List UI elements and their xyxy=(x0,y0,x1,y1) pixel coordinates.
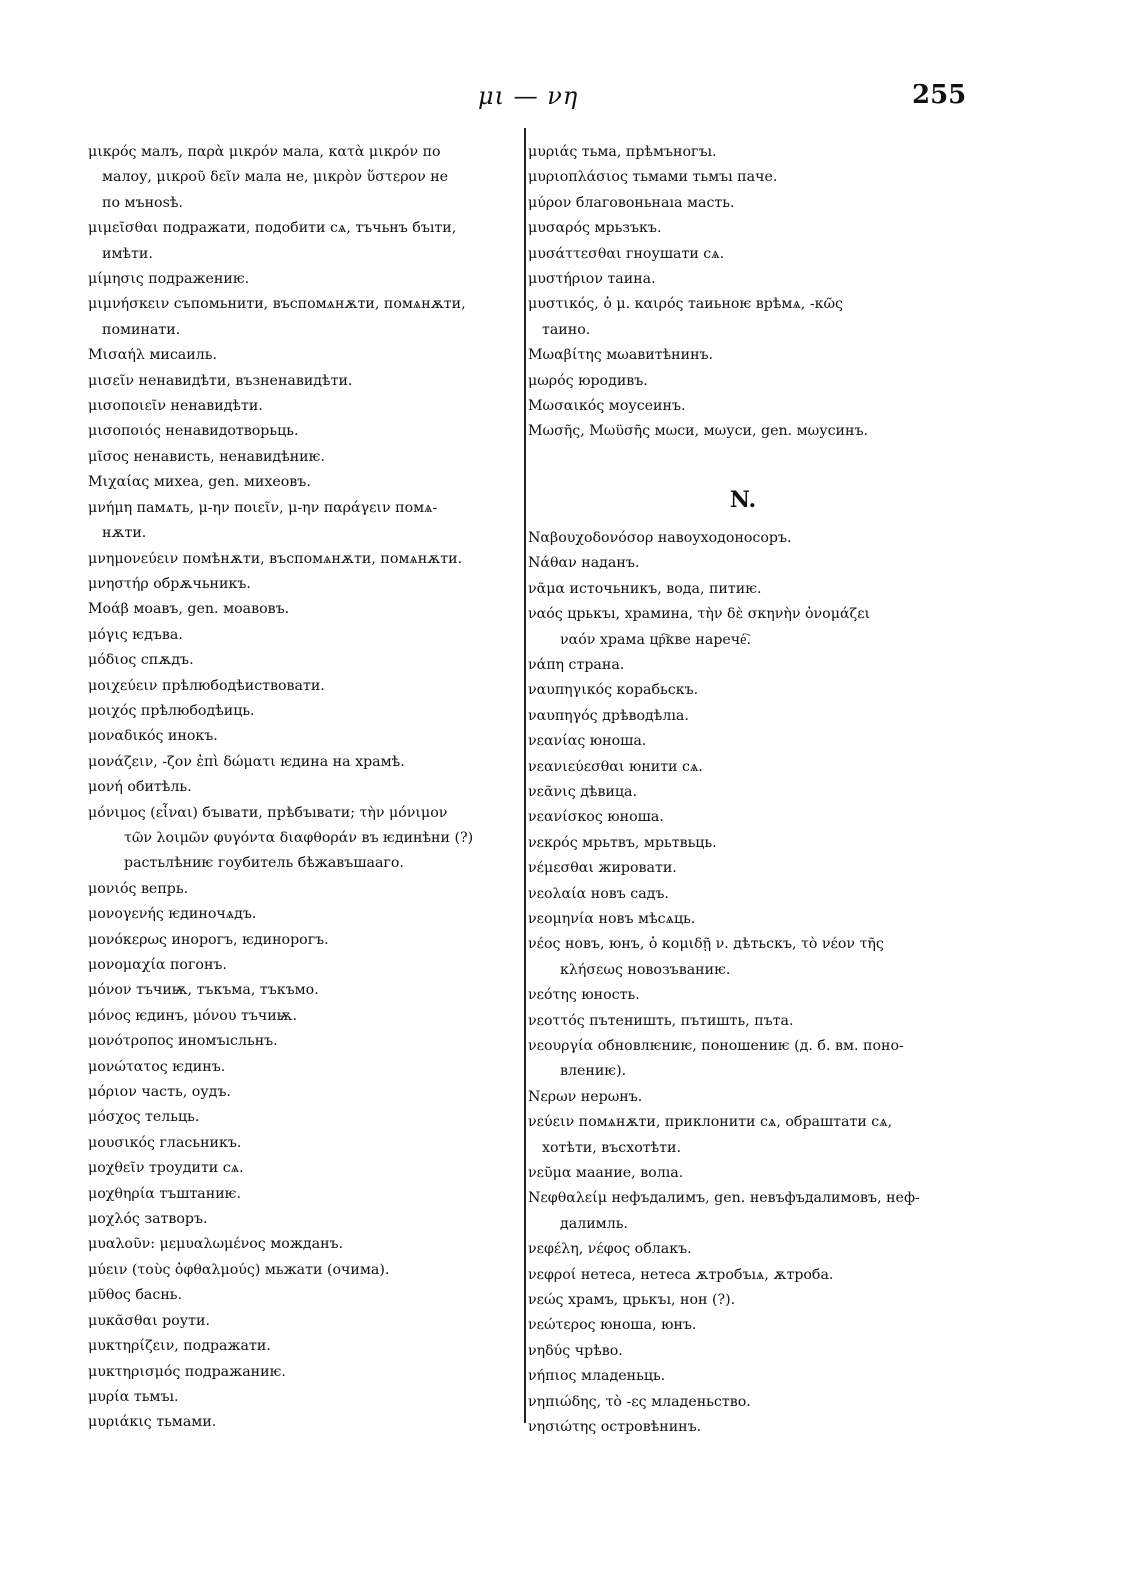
entry-line: μυριάκις тьмами. xyxy=(88,1414,217,1431)
entry-line: νεκρός мрьтвъ, мрьтвьць. xyxy=(528,834,717,851)
entry-line: μοχθηρία тъштаниѥ. xyxy=(88,1185,242,1202)
entry-line: νεύειν помѧнѫти, приклонити сѧ, обраштати сѧ, xyxy=(528,1114,893,1131)
entry-line: μονή обитѣль. xyxy=(88,779,192,796)
entry-line: νέμεσθαι жировати. xyxy=(528,860,677,877)
entry-line: Μοάβ моавъ, gen. моавовъ. xyxy=(88,601,290,618)
entry-line: Ναβουχοδονόσορ навоуходоносоръ. xyxy=(528,529,792,546)
page-number: 255 xyxy=(912,80,967,110)
entry-line: μυστήριον таина. xyxy=(528,271,656,288)
page-header xyxy=(0,0,1140,130)
entry-line: таино. xyxy=(542,321,591,338)
entry-line: μονογενής ѥдиночѧдъ. xyxy=(88,906,257,923)
entry-line: ναός црькъı, храмина, τὴν δὲ σκηνὴν ὀνομάζει xyxy=(528,606,871,623)
entry-line: μυκτηρίζειν, подражати. xyxy=(88,1338,271,1355)
entry-line: μονώτατος ѥдинъ. xyxy=(88,1058,226,1075)
entry-line: μοχλός затворъ. xyxy=(88,1211,208,1228)
entry-line: μόγις ѥдъва. xyxy=(88,626,183,643)
entry-line: μόνον тъчиѭ, тъкъма, тъкъмо. xyxy=(88,982,319,999)
entry-line: νέος новъ, юнъ, ὁ κομιδῇ ν. дѣтьскъ, τὸ νέον τῆς xyxy=(528,936,884,953)
entry-line: ναυπηγός дрѣводѣлıа. xyxy=(528,707,689,724)
entry-line: νεφέλη, νέφος облакъ. xyxy=(528,1241,692,1258)
entry-line: μικρός малъ, παρὰ μικρόν мала, κατὰ μικρόν по xyxy=(88,144,441,160)
entry-line: μισοποιός ненавидотворьць. xyxy=(88,423,299,440)
entry-line: νεώς храмъ, црькъı, нон (?). xyxy=(528,1292,736,1309)
entry-line: μυριάς тьма, прѣмъногъı. xyxy=(528,144,717,160)
section-heading: N. xyxy=(729,486,757,513)
entry-line: ναόν храма цр҇кве нарече҇. xyxy=(560,631,751,648)
entry-line: μονόκερως инорогъ, ѥдинорогъ. xyxy=(88,931,329,948)
entry-line: μυριοπλάσιος тьмами тьмъı паче. xyxy=(528,169,778,186)
entry-line: μυκᾶσθαι роути. xyxy=(88,1312,210,1329)
entry-line: μύειν (τοὺς ὀφθαλμούς) мьжати (очима). xyxy=(88,1261,390,1278)
entry-line: μοιχεύειν прѣлюбодѣиствовати. xyxy=(88,677,325,694)
entry-line: Μωσῆς, Μωϋσῆς мωси, мωуси, gen. мωусинъ. xyxy=(528,423,868,440)
entry-line: τῶν λοιμῶν φυγόντα διαφθοράν въ ѥдинѣни (?) xyxy=(124,829,474,846)
entry-line: μυαλοῦν: μεμυαλωμένος можданъ. xyxy=(88,1236,344,1253)
entry-line: μόσχος тельць. xyxy=(88,1109,200,1126)
entry-line: μνηστήρ обрѫчьникъ. xyxy=(88,575,251,592)
entry-line: Μιχαίας михеа, gen. михеовъ. xyxy=(88,474,311,491)
entry-line: μοχθεῖν троудити сѧ. xyxy=(88,1160,244,1177)
entry-line: μονάζειν, -ζον ἐπὶ δώματι ѥдина на храмѣ. xyxy=(88,753,405,770)
entry-line: νεουργία обновлѥниѥ, поношениѥ (д. б. вм. поно- xyxy=(528,1038,904,1054)
entry-line: μωρός юродивъ. xyxy=(528,372,648,389)
entry-line: μονομαχία погонъ. xyxy=(88,957,227,973)
entry-line: νεώτερος юноша, юнъ. xyxy=(528,1317,697,1334)
entry-line: μουσικός гласьникъ. xyxy=(88,1134,242,1151)
entry-line: μῖσος ненависть, ненавидѣниѥ. xyxy=(88,448,325,465)
entry-line: μισοποιεῖν ненавидѣти. xyxy=(88,398,263,415)
entry-line: νηπιώδης, τὸ -ες младеньство. xyxy=(528,1393,751,1410)
entry-line: влениѥ). xyxy=(560,1063,627,1080)
entry-line: хотѣти, въсхотѣти. xyxy=(542,1139,681,1156)
entry-line: μόνιμος (εἶναι) бъıвати, прѣбъıвати; τὴν μόνιμον xyxy=(88,804,448,821)
entry-line: далимль. xyxy=(560,1215,628,1232)
right-column-entries-m xyxy=(528,140,958,445)
entry-line: μοιχός прѣлюбодѣиць. xyxy=(88,702,255,719)
entry-line: νάπη страна. xyxy=(528,656,625,673)
entry-line: νεῦμα маание, волıа. xyxy=(528,1165,684,1182)
entry-line: Νερων нерωнъ. xyxy=(528,1088,643,1105)
entry-line: μισεῖν ненавидѣти, възненавидѣти. xyxy=(88,372,353,389)
entry-line: νεᾶνις дѣвица. xyxy=(528,783,638,800)
entry-line: νᾶμα источьникъ, вода, питиѥ. xyxy=(528,580,762,597)
entry-line: κλήσεως новозъваниѥ. xyxy=(560,961,731,978)
entry-line: μυσάττεσθαι гноушати сѧ. xyxy=(528,245,725,262)
left-column xyxy=(88,140,520,1436)
entry-line: растьлѣниѥ гоубитель бѣжавъшааго. xyxy=(124,855,404,872)
entry-line: μιμνήσκειν съпомьнити, въспомѧнѫти, помѧнѫти, xyxy=(88,296,466,313)
entry-line: μύρον благовоньнаıа масть. xyxy=(528,194,735,211)
entry-line: по мъноѕѣ. xyxy=(102,194,183,211)
entry-line: имѣти. xyxy=(102,245,153,262)
entry-line: νεανίσκος юноша. xyxy=(528,809,664,826)
entry-line: Νάθαν наданъ. xyxy=(528,555,640,572)
entry-line: μιμεῖσθαι подражати, подобити сѧ, тъчьнъ бъıти, xyxy=(88,220,457,237)
running-head: μι — νη xyxy=(478,82,579,110)
entry-line: μυρία тьмъı. xyxy=(88,1388,179,1405)
entry-line: μονότροπος иномъıсльнъ. xyxy=(88,1033,278,1050)
entry-line: Νεφθαλείμ нефъдалимъ, gen. невъфъдалимовъ, неф- xyxy=(528,1190,920,1207)
entry-line: νεότης юность. xyxy=(528,987,640,1004)
entry-line: нѫти. xyxy=(102,525,147,542)
entry-line: μνημονεύειν помѣнѫти, въспомѧнѫти, помѧнѫти. xyxy=(88,550,463,567)
entry-line: μίμησις подражениѥ. xyxy=(88,271,250,288)
entry-line: малоу, μικροῦ δεῖν мала не, μικρὸν ὕστερον не xyxy=(102,169,449,186)
entry-line: νεομηνία новъ мѣсѧць. xyxy=(528,910,696,927)
entry-line: νηδύς чрѣво. xyxy=(528,1342,623,1359)
entry-line: μυσαρός мрьзъкъ. xyxy=(528,220,662,237)
entry-line: Μωσαικός моусеинъ. xyxy=(528,398,686,415)
entry-line: μόριον часть, оудъ. xyxy=(88,1084,231,1101)
entry-line: поминати. xyxy=(102,321,181,338)
entry-line: μυστικός, ὁ μ. καιρός таиьноѥ врѣмѧ, -κῶς xyxy=(528,296,844,313)
entry-line: νεανιεύεσθαι юнити сѧ. xyxy=(528,758,703,775)
right-column xyxy=(528,140,958,1441)
entry-line: νεανίας юноша. xyxy=(528,733,647,750)
entry-line: νεολαία новъ садъ. xyxy=(528,885,669,902)
entry-line: νεοττός пътеништь, пътишть, пъта. xyxy=(528,1012,794,1029)
entry-line: μόνος ѥдинъ, μόνου тъчиѭ. xyxy=(88,1007,297,1024)
entry-line: Μωαβίτης мωавитѣнинъ. xyxy=(528,347,714,364)
entry-line: νησιώτης островѣнинъ. xyxy=(528,1419,702,1436)
entry-line: νεφροί нетеса, нетеса ѫтробъıѧ, ѫтроба. xyxy=(528,1266,834,1283)
entry-line: μῦθος баснь. xyxy=(88,1287,183,1304)
entry-line: Μισαήλ мисаиль. xyxy=(88,347,217,364)
entry-line: ναυπηγικός корабьскъ. xyxy=(528,682,699,699)
entry-line: μονιός вепрь. xyxy=(88,880,189,897)
entry-line: μνήμη памѧть, μ-ην ποιεῖν, μ-ην παράγειν помѧ- xyxy=(88,499,438,516)
entry-line: μοναδικός инокъ. xyxy=(88,728,218,745)
entry-line: νήπιος младеньць. xyxy=(528,1368,666,1385)
entry-line: μόδιος спѫдъ. xyxy=(88,652,194,669)
column-divider xyxy=(524,128,526,1423)
right-column-entries-n xyxy=(528,526,958,1441)
entry-line: μυκτηρισμός подражаниѥ. xyxy=(88,1363,286,1380)
